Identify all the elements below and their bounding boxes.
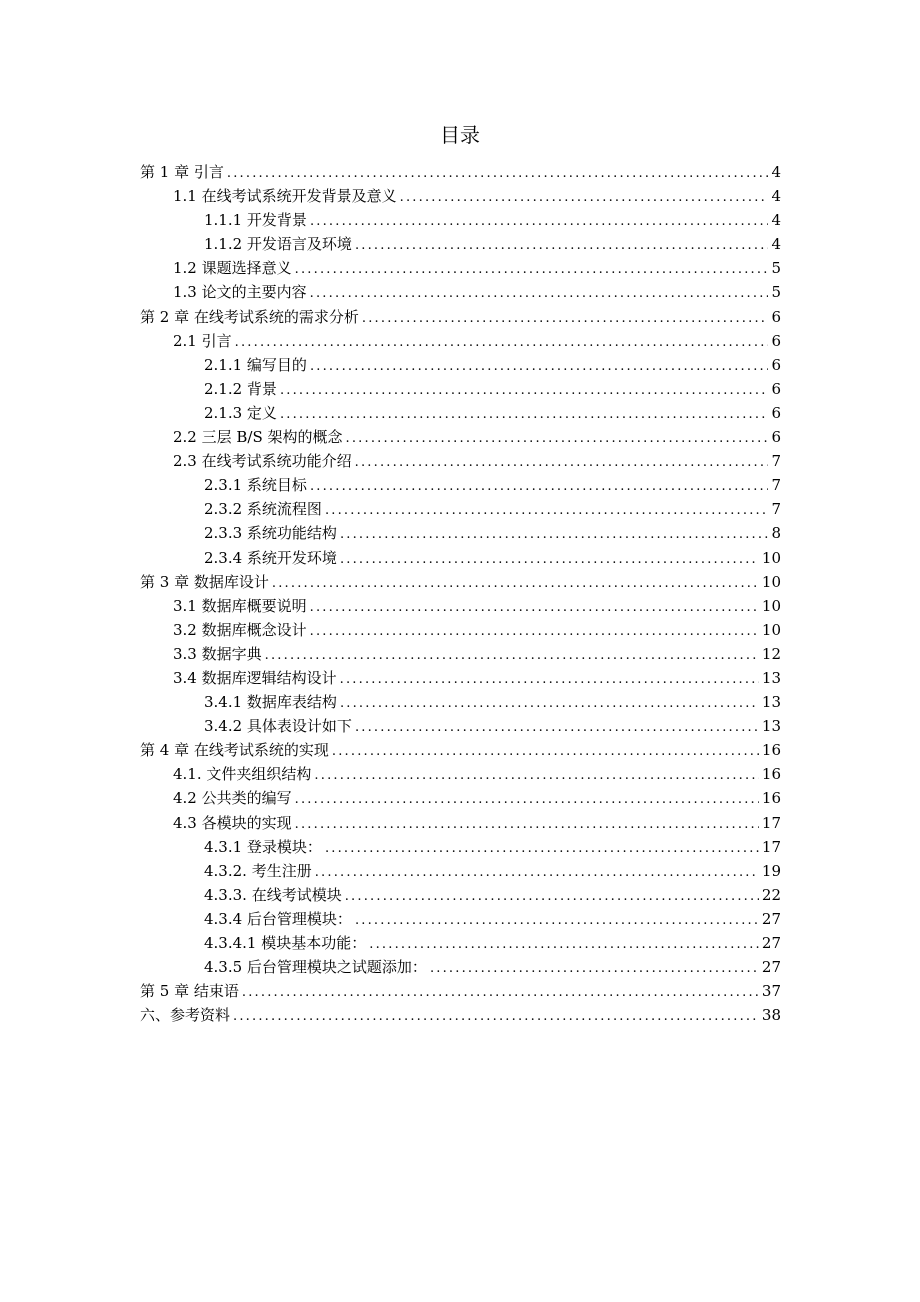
toc-dot-leader bbox=[346, 427, 769, 449]
toc-entry[interactable] bbox=[140, 184, 781, 208]
toc-entry-text: 4.2 公共类的编写 bbox=[173, 789, 292, 808]
toc-entry-text: 3.4.1 数据库表结构 bbox=[204, 693, 337, 712]
toc-entry[interactable] bbox=[140, 160, 781, 184]
toc-entry-text: 1.2 课题选择意义 bbox=[173, 259, 292, 278]
toc-dot-leader bbox=[265, 644, 759, 666]
toc-dot-leader bbox=[272, 572, 759, 594]
toc-entry[interactable] bbox=[140, 811, 781, 835]
toc-entry-text: 2.1.3 定义 bbox=[204, 403, 277, 422]
toc-entry[interactable] bbox=[140, 570, 781, 594]
toc-entry-page: 6 bbox=[771, 403, 781, 422]
toc-entry-text: 2.3.4 系统开发环境 bbox=[204, 548, 337, 567]
toc-entry-page: 5 bbox=[771, 259, 781, 278]
toc-entry[interactable] bbox=[140, 883, 781, 907]
toc-dot-leader bbox=[295, 813, 759, 835]
toc-entry-page: 10 bbox=[761, 596, 781, 615]
toc-entry[interactable] bbox=[140, 931, 781, 955]
toc-entry-text: 3.4 数据库逻辑结构设计 bbox=[173, 668, 337, 687]
toc-entry-text: 4.3.4 后台管理模块： bbox=[204, 909, 352, 928]
toc-entry[interactable] bbox=[140, 979, 781, 1003]
toc-entry-page: 4 bbox=[771, 163, 781, 181]
toc-entry-page: 7 bbox=[771, 476, 781, 495]
toc-entry-text: 第 3 章 数据库设计 bbox=[140, 572, 269, 591]
toc-entry-page: 38 bbox=[761, 1006, 781, 1025]
toc-entry[interactable] bbox=[140, 256, 781, 280]
toc-entry[interactable] bbox=[140, 280, 781, 304]
toc-dot-leader bbox=[369, 933, 759, 955]
toc-entry-text: 1.3 论文的主要内容 bbox=[173, 283, 307, 302]
toc-entry-page: 27 bbox=[761, 934, 781, 952]
toc-dot-leader bbox=[362, 307, 769, 329]
toc-dot-leader bbox=[310, 282, 769, 304]
toc-entry[interactable] bbox=[140, 618, 781, 642]
toc-entry-text: 4.3.5 后台管理模块之试题添加： bbox=[204, 958, 427, 977]
toc-entry-page: 10 bbox=[761, 572, 781, 591]
toc-dot-leader bbox=[310, 475, 769, 497]
toc-entry-text: 第 1 章 引言 bbox=[140, 163, 224, 181]
toc-dot-leader bbox=[280, 379, 769, 401]
toc-dot-leader bbox=[227, 162, 769, 184]
toc-dot-leader bbox=[340, 692, 759, 714]
toc-entry[interactable] bbox=[140, 714, 781, 738]
toc-entry-page: 22 bbox=[761, 885, 781, 904]
toc-entry-text: 4.3.1 登录模块： bbox=[204, 837, 322, 856]
toc-entry[interactable] bbox=[140, 907, 781, 931]
toc-dot-leader bbox=[280, 403, 769, 425]
toc-entry-text: 第 5 章 结束语 bbox=[140, 982, 239, 1001]
toc-entry-text: 4.1. 文件夹组织结构 bbox=[173, 765, 312, 784]
toc-entry-text: 2.3.1 系统目标 bbox=[204, 476, 307, 495]
toc-dot-leader bbox=[233, 1005, 759, 1027]
toc-dot-leader bbox=[314, 764, 759, 786]
toc-entry-text: 3.4.2 具体表设计如下 bbox=[204, 717, 352, 736]
toc-entry-page: 16 bbox=[761, 789, 781, 808]
toc-entry-text: 1.1.2 开发语言及环境 bbox=[204, 235, 352, 254]
toc-title: 目录 bbox=[440, 123, 480, 147]
toc-entry[interactable] bbox=[140, 353, 781, 377]
toc-entry-page: 27 bbox=[761, 909, 781, 928]
toc-entry-page: 7 bbox=[771, 452, 781, 471]
toc-entry-page: 12 bbox=[761, 644, 781, 663]
toc-entry-text: 2.3.3 系统功能结构 bbox=[204, 524, 337, 543]
toc-entry-page: 13 bbox=[761, 693, 781, 712]
toc-entry[interactable] bbox=[140, 208, 781, 232]
toc-entry-text: 1.1.1 开发背景 bbox=[204, 211, 307, 230]
toc-entry[interactable] bbox=[140, 449, 781, 473]
toc-entry-page: 7 bbox=[771, 500, 781, 519]
toc-entry-text: 4.3 各模块的实现 bbox=[173, 813, 292, 832]
toc-entry-page: 6 bbox=[771, 331, 781, 350]
toc-entry-text: 1.1 在线考试系统开发背景及意义 bbox=[173, 187, 397, 206]
toc-dot-leader bbox=[400, 186, 769, 208]
toc-dot-leader bbox=[355, 451, 769, 473]
toc-entry[interactable] bbox=[140, 497, 781, 521]
toc-dot-leader bbox=[340, 548, 759, 570]
toc-entry[interactable] bbox=[140, 642, 781, 666]
toc-dot-leader bbox=[355, 909, 759, 931]
toc-entry-text: 2.2 三层 B/S 架构的概念 bbox=[173, 428, 343, 447]
toc-entry[interactable] bbox=[140, 666, 781, 690]
toc-entry-text: 第 2 章 在线考试系统的需求分析 bbox=[140, 307, 359, 326]
toc-dot-leader bbox=[340, 523, 769, 545]
toc-entry-page: 10 bbox=[761, 548, 781, 567]
toc-list bbox=[140, 160, 781, 1027]
toc-entry[interactable] bbox=[140, 955, 781, 979]
toc-entry-page: 4 bbox=[771, 211, 781, 230]
toc-entry-page: 6 bbox=[771, 428, 781, 447]
toc-entry-page: 17 bbox=[761, 813, 781, 832]
toc-entry[interactable] bbox=[140, 377, 781, 401]
toc-dot-leader bbox=[325, 837, 759, 859]
toc-dot-leader bbox=[345, 885, 759, 907]
toc-entry-text: 3.3 数据字典 bbox=[173, 644, 262, 663]
toc-dot-leader bbox=[430, 957, 759, 979]
toc-dot-leader bbox=[355, 234, 769, 256]
toc-entry-text: 2.3 在线考试系统功能介绍 bbox=[173, 452, 352, 471]
toc-entry-page: 4 bbox=[771, 235, 781, 254]
toc-dot-leader bbox=[310, 596, 759, 618]
toc-dot-leader bbox=[310, 210, 769, 232]
toc-entry[interactable] bbox=[140, 521, 781, 545]
toc-entry-page: 6 bbox=[771, 355, 781, 374]
toc-dot-leader bbox=[310, 620, 759, 642]
toc-entry[interactable] bbox=[140, 762, 781, 786]
toc-entry-text: 4.3.4.1 模块基本功能： bbox=[204, 934, 367, 952]
toc-entry-text: 六、参考资料 bbox=[140, 1006, 231, 1025]
toc-entry-text: 2.1.2 背景 bbox=[204, 379, 277, 398]
toc-entry-text: 2.1 引言 bbox=[173, 331, 232, 350]
toc-entry-page: 27 bbox=[761, 958, 781, 977]
toc-entry[interactable] bbox=[140, 305, 781, 329]
toc-entry-page: 6 bbox=[771, 307, 781, 326]
toc-dot-leader bbox=[340, 668, 759, 690]
toc-dot-leader bbox=[332, 740, 759, 762]
toc-entry-text: 2.1.1 编写目的 bbox=[204, 355, 307, 374]
toc-entry-text: 4.3.3. 在线考试模块 bbox=[204, 885, 342, 904]
toc-entry-text: 3.2 数据库概念设计 bbox=[173, 620, 307, 639]
toc-dot-leader bbox=[295, 258, 769, 280]
toc-entry-page: 10 bbox=[761, 620, 781, 639]
toc-entry-page: 6 bbox=[771, 379, 781, 398]
toc-entry-page: 4 bbox=[771, 187, 781, 206]
toc-entry-page: 13 bbox=[761, 668, 781, 687]
toc-entry-page: 19 bbox=[761, 861, 781, 880]
toc-dot-leader bbox=[310, 355, 769, 377]
toc-entry[interactable] bbox=[140, 329, 781, 353]
toc-entry[interactable] bbox=[140, 1003, 781, 1027]
toc-entry[interactable] bbox=[140, 690, 781, 714]
toc-dot-leader bbox=[325, 499, 769, 521]
toc-dot-leader bbox=[295, 788, 759, 810]
toc-entry-page: 17 bbox=[761, 837, 781, 856]
toc-dot-leader bbox=[242, 981, 759, 1003]
toc-entry-page: 16 bbox=[761, 741, 781, 760]
toc-entry[interactable] bbox=[140, 738, 781, 762]
toc-entry[interactable] bbox=[140, 835, 781, 859]
toc-entry[interactable] bbox=[140, 594, 781, 618]
toc-entry[interactable] bbox=[140, 401, 781, 425]
toc-entry-page: 5 bbox=[771, 283, 781, 302]
toc-entry[interactable] bbox=[140, 859, 781, 883]
toc-entry-text: 3.1 数据库概要说明 bbox=[173, 596, 307, 615]
toc-dot-leader bbox=[315, 861, 759, 883]
toc-entry-page: 16 bbox=[761, 765, 781, 784]
toc-entry[interactable] bbox=[140, 232, 781, 256]
toc-entry-text: 第 4 章 在线考试系统的实现 bbox=[140, 741, 329, 760]
toc-entry[interactable] bbox=[140, 786, 781, 810]
toc-entry-page: 8 bbox=[771, 524, 781, 543]
toc-entry-page: 13 bbox=[761, 717, 781, 736]
toc-entry[interactable] bbox=[140, 473, 781, 497]
toc-dot-leader bbox=[355, 716, 759, 738]
toc-entry-text: 2.3.2 系统流程图 bbox=[204, 500, 322, 519]
toc-entry-page: 37 bbox=[761, 982, 781, 1001]
toc-entry[interactable] bbox=[140, 425, 781, 449]
toc-dot-leader bbox=[235, 331, 769, 353]
toc-entry[interactable] bbox=[140, 546, 781, 570]
toc-entry-text: 4.3.2. 考生注册 bbox=[204, 861, 312, 880]
